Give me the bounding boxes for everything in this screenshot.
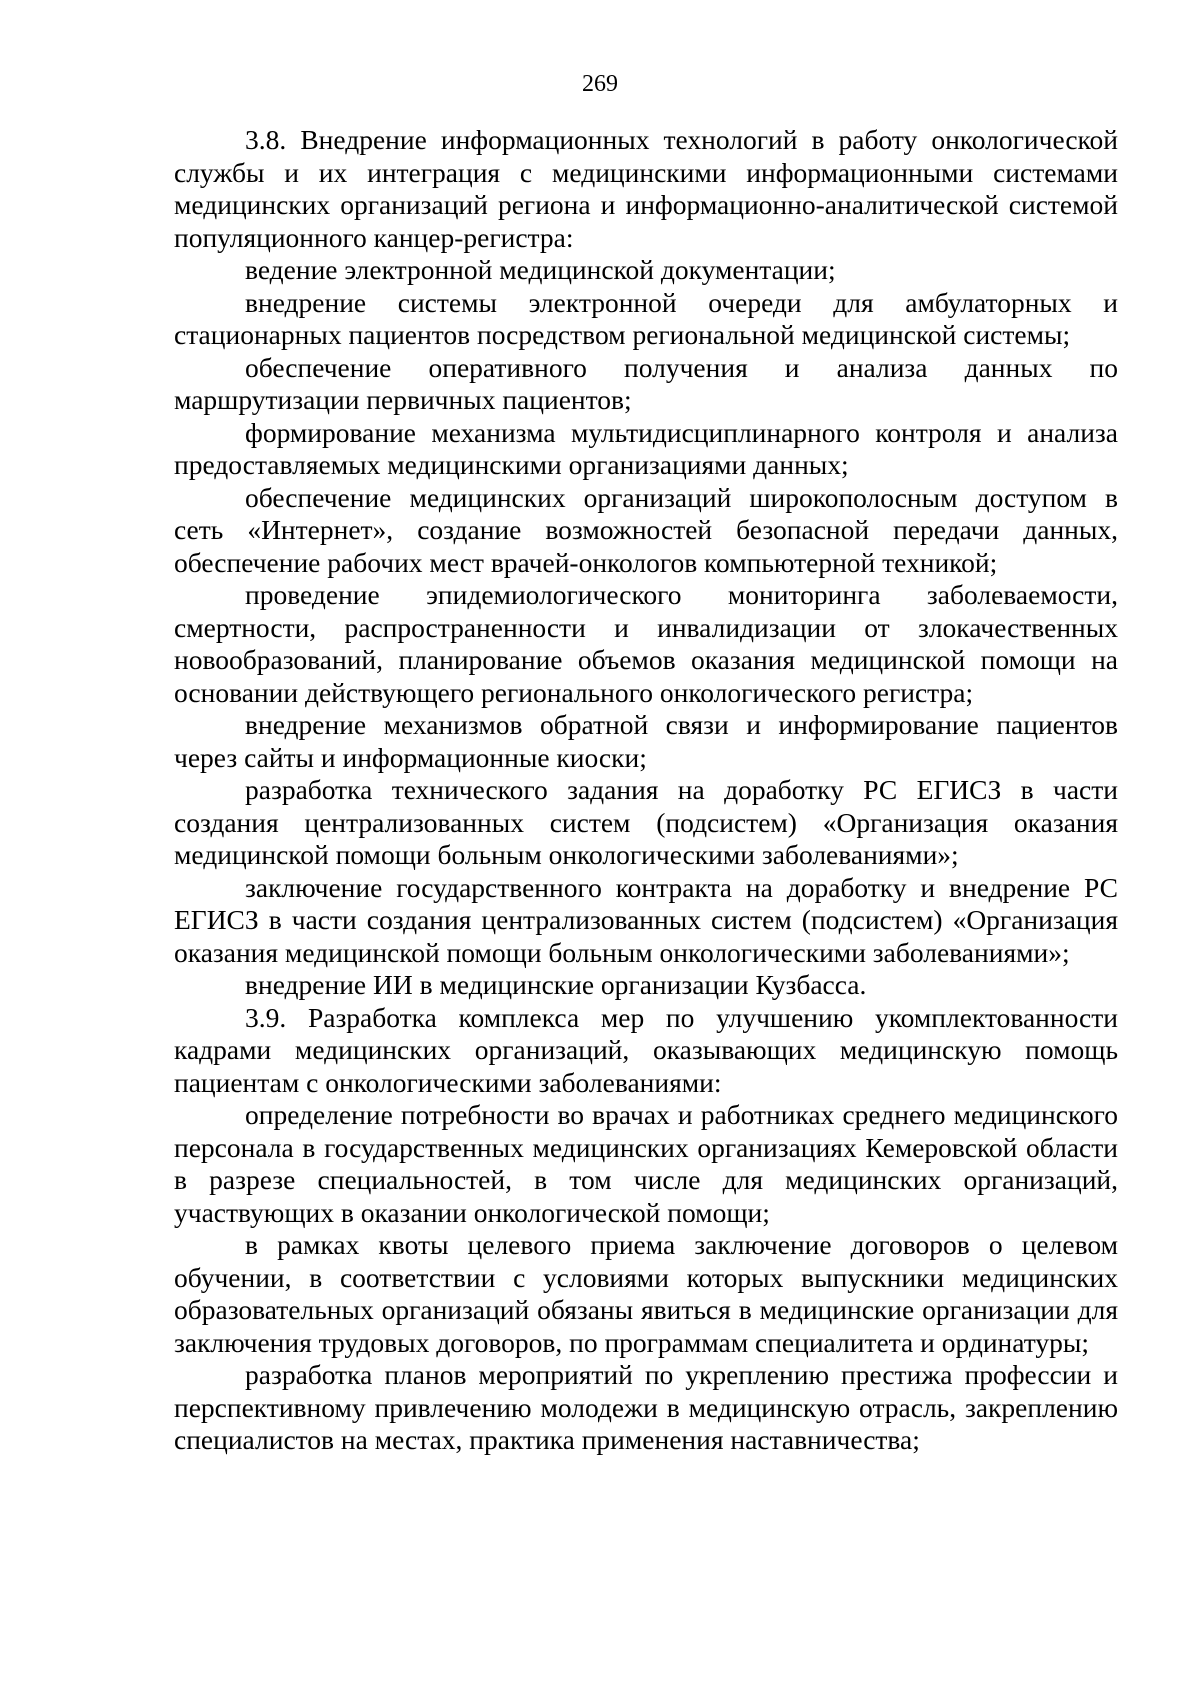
list-item: внедрение механизмов обратной связи и информирование пациентов через сайты и информационные киоски; [174,709,1118,773]
section-3-9-heading: 3.9. Разработка комплекса мер по улучшению укомплектованности кадрами медицинских организаций, оказывающих медицинскую помощь пациентам с онкологическими заболеваниями: [174,1001,1118,1098]
list-item: заключение государственного контракта на доработку и внедрение РС ЕГИСЗ в части создания централизованных систем (подсистем) «Организация оказания медицинской помощи больным онкологическими заболеваниями»; [174,871,1118,968]
list-item: обеспечение медицинских организаций широкополосным доступом в сеть «Интернет», создание возможностей безопасной передачи данных, обеспечение рабочих мест врачей-онкологов компьютерной техникой; [174,481,1118,578]
page-number: 269 [582,71,618,97]
list-item: формирование механизма мультидисциплинарного контроля и анализа предоставляемых медицинскими организациями данных; [174,416,1118,480]
list-item: определение потребности во врачах и работниках среднего медицинского персонала в государственных медицинских организациях Кемеровской области в разрезе специальностей, в том числе для медицинских организаций, участвующих в оказании онкологической помощи; [174,1099,1118,1228]
list-item: проведение эпидемиологического мониторинга заболеваемости, смертности, распространенности и инвалидизации от злокачественных новообразований, планирование объемов оказания медицинской помощи на основании действующего регионального онкологического регистра; [174,579,1118,708]
list-item: обеспечение оперативного получения и анализа данных по маршрутизации первичных пациентов; [174,351,1118,415]
list-item: внедрение системы электронной очереди для амбулаторных и стационарных пациентов посредством региональной медицинской системы; [174,286,1118,350]
list-item: ведение электронной медицинской документации; [245,254,836,285]
list-item: разработка технического задания на доработку РС ЕГИСЗ в части создания централизованных систем (подсистем) «Организация оказания медицинской помощи больным онкологическими заболеваниями»; [174,774,1118,870]
list-item: в рамках квоты целевого приема заключение договоров о целевом обучении, в соответствии с условиями которых выпускники медицинских образовательных организаций обязаны явиться в медицинские организации для заключения трудовых договоров, по программам специалитета и ординатуры; [174,1229,1118,1358]
list-item: разработка планов мероприятий по укреплению престижа профессии и перспективному привлечению молодежи в медицинскую отрасль, закреплению специалистов на местах, практика применения наставничества; [174,1359,1118,1455]
document-body [174,124,1118,1457]
list-item: внедрение ИИ в медицинские организации Кузбасса. [245,969,867,1000]
section-3-8-heading: 3.8. Внедрение информационных технологий в работу онкологической службы и их интеграция с медицинскими информационными системами медицинских организаций региона и информационно-аналитической системой популяционного канцер-регистра: [174,124,1118,253]
